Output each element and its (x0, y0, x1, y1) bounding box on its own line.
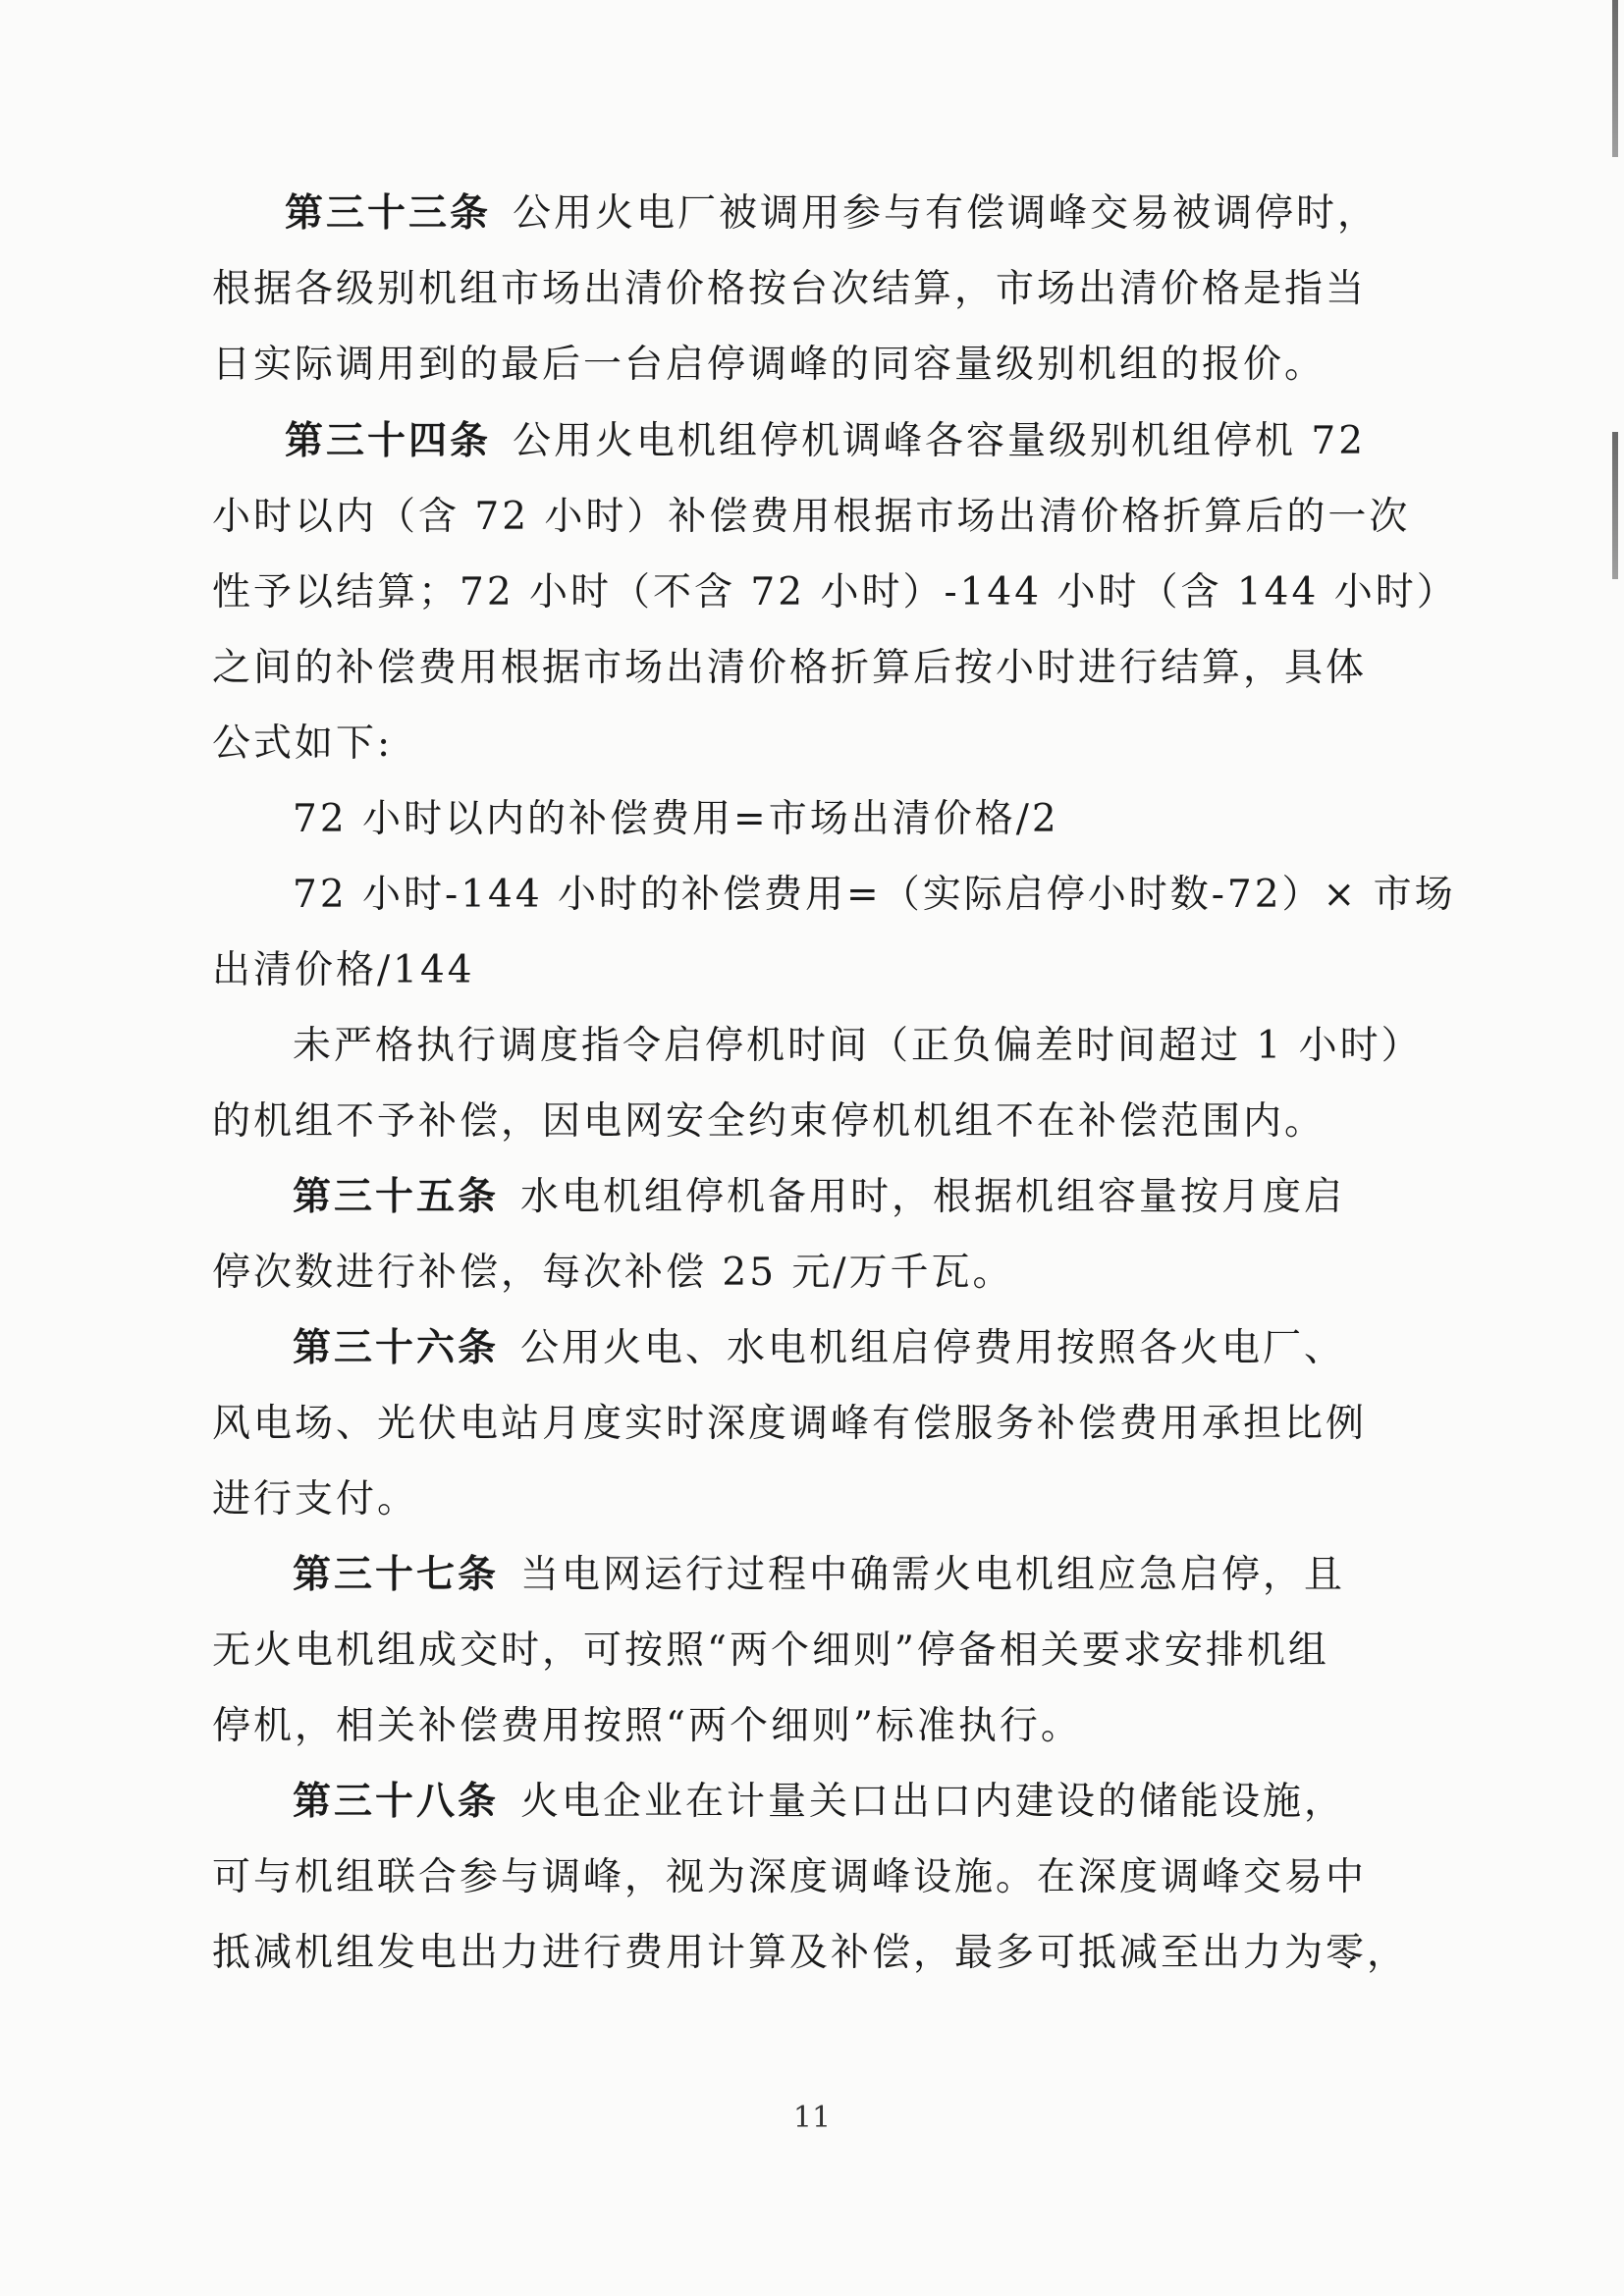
binding-mark (1612, 0, 1618, 157)
formula-line-3: 出清价格/144 (212, 948, 475, 992)
formula-line-1: 72 小时以内的补偿费用=市场出清价格/2 (293, 797, 1059, 841)
article-37-line-2: 无火电机组成交时，可按照“两个细则”停备相关要求安排机组 (212, 1629, 1329, 1673)
note-line-2: 的机组不予补偿，因电网安全约束停机机组不在补偿范围内。 (212, 1099, 1326, 1144)
article-36-line-3: 进行支付。 (212, 1477, 419, 1522)
article-36-heading: 第三十六条 (293, 1325, 500, 1370)
article-34-line-1: 第三十四条 公用火电机组停机调峰各容量级别机组停机 72 (285, 418, 1367, 463)
article-34-line-3: 性予以结算；72 小时（不含 72 小时）-144 小时（含 144 小时） (212, 570, 1458, 614)
article-36-line-1: 第三十六条 公用火电、水电机组启停费用按照各火电厂、 (293, 1325, 1346, 1370)
article-36-line-2: 风电场、光伏电站月度实时深度调峰有偿服务补偿费用承担比例 (212, 1402, 1368, 1446)
article-38-line-3: 抵减机组发电出力进行费用计算及补偿，最多可抵减至出力为零， (212, 1931, 1409, 1975)
article-35-line-2: 停次数进行补偿，每次补偿 25 元/万千瓦。 (212, 1251, 1014, 1295)
article-33-line-1: 第三十三条 公用火电厂被调用参与有偿调峰交易被调停时， (285, 190, 1380, 236)
article-38-heading: 第三十八条 (293, 1779, 500, 1824)
article-38-line-2: 可与机组联合参与调峰，视为深度调峰设施。在深度调峰交易中 (212, 1855, 1368, 1899)
article-33-heading: 第三十三条 (285, 190, 492, 236)
binding-mark (1612, 432, 1618, 579)
article-37-line-1: 第三十七条 当电网运行过程中确需火电机组应急启停，且 (293, 1552, 1346, 1597)
article-34-line-4: 之间的补偿费用根据市场出清价格折算后按小时进行结算，具体 (212, 646, 1368, 690)
formula-line-2: 72 小时-144 小时的补偿费用=（实际启停小时数-72）× 市场 (293, 873, 1456, 917)
article-33-line-2: 根据各级别机组市场出清价格按台次结算，市场出清价格是指当 (212, 267, 1368, 311)
article-34-line-5: 公式如下: (212, 721, 394, 766)
article-37-line-3: 停机，相关补偿费用按照“两个细则”标准执行。 (212, 1704, 1082, 1748)
article-34-heading: 第三十四条 (285, 418, 492, 463)
article-35-line-1: 第三十五条 水电机组停机备用时，根据机组容量按月度启 (293, 1174, 1346, 1219)
article-35-heading: 第三十五条 (293, 1174, 500, 1219)
page-number: 11 (792, 2101, 832, 2135)
article-37-heading: 第三十七条 (293, 1552, 500, 1597)
note-line-1: 未严格执行调度指令启停机时间（正负偏差时间超过 1 小时） (293, 1024, 1423, 1068)
article-33-line-3: 日实际调用到的最后一台启停调峰的同容量级别机组的报价。 (212, 343, 1326, 387)
article-38-line-1: 第三十八条 火电企业在计量关口出口内建设的储能设施， (293, 1779, 1346, 1824)
article-34-line-2: 小时以内（含 72 小时）补偿费用根据市场出清价格折算后的一次 (212, 495, 1411, 539)
